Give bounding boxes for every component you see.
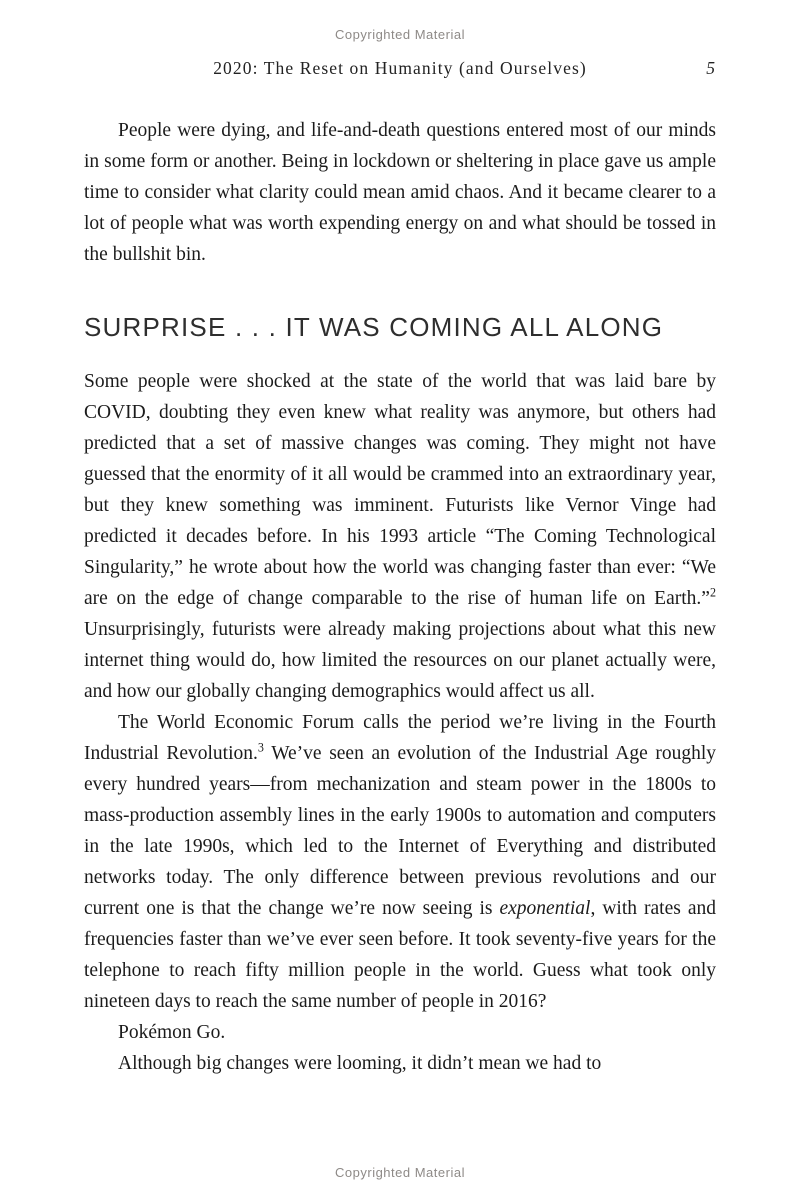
emphasized-word: exponential [499,897,591,919]
paragraph-2-text: Some people were shocked at the state of the world that was laid bare by COVID, doubting they even knew what reality was anymore, but others had predicted that a set of massive changes was coming. They might not have guessed that the enormity of it all would be crammed into an extraordinary year, but they knew something was imminent. Futurists like Vernor Vinge had predicted it decades before. In his 1993 article “The Coming Technological Singularity,” he wrote about how the world was changing faster than ever: “We are on the edge of change comparable to the rise of human life on Earth.” [84,370,716,609]
footnote-marker-2: 2 [709,585,716,600]
paragraph-2 [84,366,716,707]
paragraph-3-text: The World Economic Forum calls the period we’re living in the Fourth Industrial Revolution. [84,711,716,764]
footnote-marker-3: 3 [257,740,264,755]
copyright-notice-bottom: Copyrighted Material [335,1165,465,1180]
section-heading: SURPRISE . . . IT WAS COMING ALL ALONG [84,312,664,342]
body-text [0,115,800,1079]
paragraph-3 [84,707,716,1017]
running-header [0,58,800,79]
paragraph-3-text-continued: We’ve seen an evolution of the Industrial Age roughly every hundred years—from mechanization and steam power in the 1800s to mass-production assembly lines in the early 1900s to automation and computers in the late 1990s, which led to the Internet of Everything and distributed networks today. The only difference between previous revolutions and our current one is that the change we’re now seeing is [84,742,716,919]
paragraph-3-text-end: , with rates and frequencies faster than we’ve ever seen before. It took seventy-five years for the telephone to reach fifty million people in the world. Guess what took only nineteen days to reach the same number of people in 2016? [84,897,716,1012]
chapter-title: 2020: The Reset on Humanity (and Ourselves) [213,58,587,78]
paragraph-1: People were dying, and life-and-death questions entered most of our minds in some form or another. Being in lockdown or sheltering in place gave us ample time to consider what clarity could mean amid chaos. And it became clearer to a lot of people what was worth expending energy on and what should be tossed in the bullshit bin. [84,120,716,265]
paragraph-2-text-continued: Unsurprisingly, futurists were already making projections about what this new internet thing would do, how limited the resources on our planet actually were, and how our globally changing demographics would affect us all. [84,618,716,702]
copyright-notice-top: Copyrighted Material [335,27,465,42]
paragraph-5: Although big changes were looming, it didn’t mean we had to [118,1052,602,1074]
paragraph-4: Pokémon Go. [118,1021,226,1043]
page-number: 5 [706,58,715,78]
